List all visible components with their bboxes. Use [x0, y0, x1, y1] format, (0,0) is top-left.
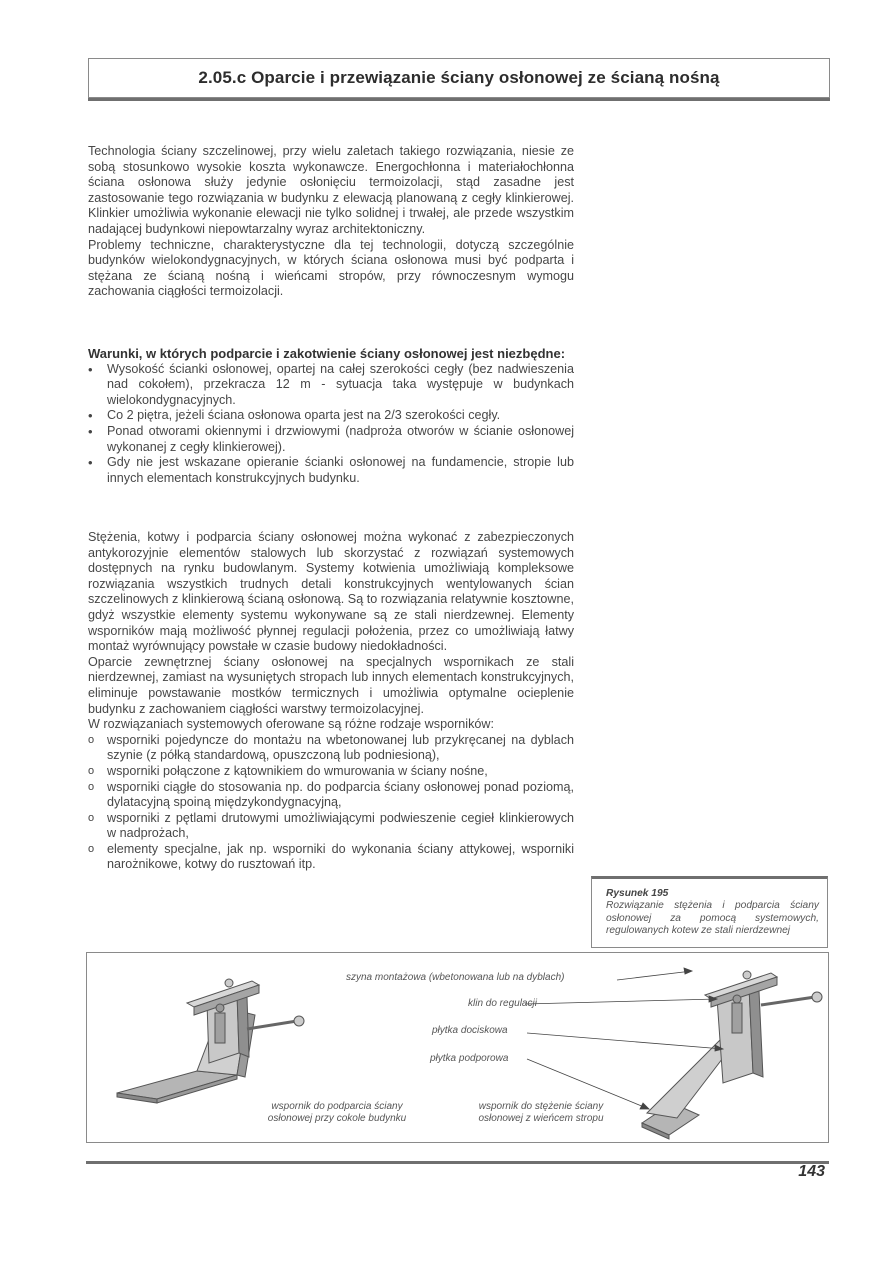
list-item: • Wysokość ścianki osłonowej, opartej na całej szerokości cegły (bez nadwieszenia nad cokołem), przekracza 12 m - sytuacja taka występuje w budynkach wielokondygnacyjnych.	[88, 362, 574, 409]
label-mounting-rail: szyna montażowa (wbetonowana lub na dyblach)	[346, 972, 565, 983]
left-bracket-caption	[247, 1101, 427, 1125]
label-pressure-plate: płytka dociskowa	[432, 1025, 508, 1036]
figure-caption-title: Rysunek 195	[606, 888, 669, 899]
right-bracket-caption	[451, 1101, 631, 1125]
footer-rule	[86, 1161, 829, 1164]
arrowhead	[684, 968, 692, 974]
header-rule	[88, 98, 830, 101]
label-support-plate: płytka podporowa	[430, 1053, 509, 1064]
figure-caption-text: Rozwiązanie stężenia i podparcia ściany osłonowej za pomocą systemowych, regulowanych kotew ze stali nierdzewnej	[606, 900, 819, 937]
figure-caption	[591, 876, 828, 948]
list-item: • Ponad otworami okiennymi i drzwiowymi (nadproża otworów w ścianie osłonowej wykonanej z cegły klinkierowej).	[88, 424, 574, 455]
systems-paragraph-2: Oparcie zewnętrznej ściany osłonowej na specjalnych wspornikach ze stali nierdzewnej, zamiast na wysuniętych stropach lub innych elementach konstrukcyjnych, eliminuje powstawanie mostków termicznych i umożliwia optymalne ocieplenie budynku z zachowaniem ciągłości warstwy termoizolacyjnej.	[88, 654, 574, 716]
intro-paragraph-2: Problemy techniczne, charakterystyczne dla tej technologii, dotyczą szczególnie budynków wielokondygnacyjnych, w których ściana osłonowa musi być podparta i stężana ze ścianą nośną i wieńcami stropów, przy równoczesnym wymogu zachowania ciągłości termoizolacji.	[88, 237, 574, 299]
list-item: o wsporniki pojedyncze do montażu na wbetonowanej lub przykręcanej na dyblach szynie (z półką standardową, opuszczoną lub podniesioną),	[88, 733, 574, 764]
page-number: 143	[798, 1163, 825, 1180]
left-caption-line-2: osłonowej przy cokole budynku	[267, 1113, 407, 1124]
conditions-section	[88, 346, 574, 486]
conditions-list	[88, 362, 574, 487]
bracket-types-list	[88, 733, 574, 873]
systems-paragraph-1: Stężenia, kotwy i podparcia ściany osłonowej można wykonać z zabezpieczonych antykorozyjnie elementów stalowych lub skorzystać z rozwiązań systemowych dostępnych na rynku budowlanym. Systemy kotwienia umożliwiają kompleksowe rozwiązania wszystkich trudnych detali konstrukcyjnych wentylowanych ścian szczelinowych z klinkierową ścianą osłonową. Są to rozwiązania relatywnie kosztowne, gdyż wszystkie elementy systemu wykonywane są ze stali nierdzewnej. Elementy wsporników mają możliwość płynnej regulacji położenia, przez co umożliwiają łatwy montaż wyrównujący powstałe w czasie budowy niedokładności.	[88, 530, 574, 654]
right-bracket-drawing	[642, 971, 822, 1139]
intro-section	[88, 144, 574, 300]
figure-195	[86, 952, 829, 1143]
list-item: o wsporniki z pętlami drutowymi umożliwiającymi podwieszenie cegieł klinkierowych w nadprożach,	[88, 811, 574, 842]
left-caption-line-1: wspornik do podparcia ściany	[271, 1101, 403, 1112]
left-bracket-drawing	[117, 979, 304, 1103]
list-item: o wsporniki połączone z kątownikiem do wmurowania w ściany nośne,	[88, 764, 574, 780]
label-adjustment-wedge: klin do regulacji	[468, 998, 537, 1009]
arrowhead	[640, 1103, 649, 1109]
right-caption-line-1: wspornik do stężenie ściany	[478, 1101, 604, 1112]
chapter-header	[88, 58, 830, 98]
systems-paragraph-3: W rozwiązaniach systemowych oferowane są różne rodzaje wsporników:	[88, 717, 494, 732]
right-caption-line-2: osłonowej z wieńcem stropu	[478, 1113, 604, 1124]
list-item: o elementy specjalne, jak np. wsporniki do wykonania ściany attykowej, wsporniki narożnikowe, kotwy do rusztowań itp.	[88, 842, 574, 873]
section-title: 2.05.c Oparcie i przewiązanie ściany osłonowej ze ścianą nośną	[198, 68, 720, 87]
conditions-heading: Warunki, w których podparcie i zakotwienie ściany osłonowej jest niezbędne:	[88, 346, 566, 361]
intro-paragraph-1: Technologia ściany szczelinowej, przy wielu zaletach takiego rozwiązania, niesie ze sobą stosunkowo wysokie koszta wykonawcze. Energochłonna i materiałochłonna ściana osłonowa służy jedynie osłonięciu termoizolacji, stąd zasadne jest zastosowanie tego rozwiązania w budynku z elewacją planowaną z cegły klinkierowej. Klinkier umożliwia wykonanie elewacji nie tylko solidnej i trwałej, ale przede wszystkim nadającej budynkowi niepowtarzalny wyraz architektoniczny.	[88, 144, 574, 236]
systems-section	[88, 530, 574, 873]
list-item: • Co 2 piętra, jeżeli ściana osłonowa oparta jest na 2/3 szerokości cegły.	[88, 408, 574, 424]
list-item: • Gdy nie jest wskazane opieranie ścianki osłonowej na fundamencie, stropie lub innych elementach konstrukcyjnych budynku.	[88, 455, 574, 486]
list-item: o wsporniki ciągłe do stosowania np. do podparcia ściany osłonowej ponad poziomą, dylatacyjną spoiną międzykondygnacyjną,	[88, 780, 574, 811]
